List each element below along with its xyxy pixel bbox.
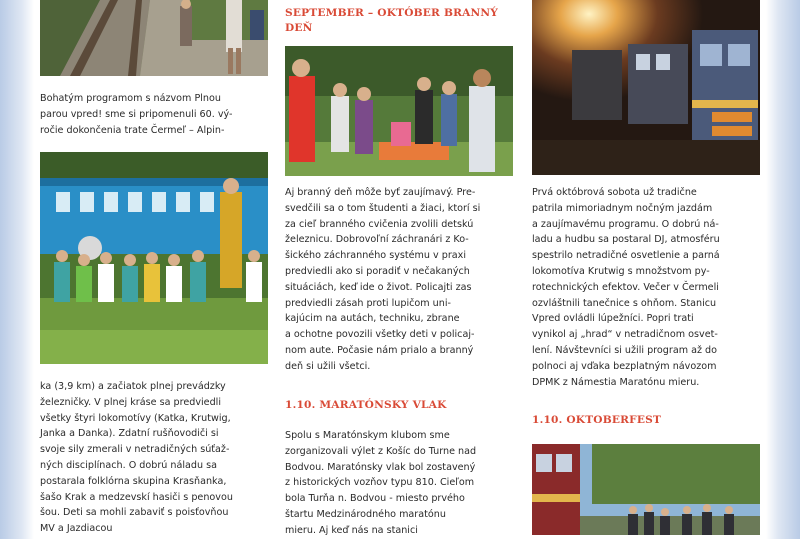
text-line: patrila mimoriadnym nočným jazdám (532, 202, 713, 214)
text-line: Bodvou. Maratónsky vlak bol zostavený (285, 461, 476, 473)
photo-night-locomotive (532, 0, 760, 175)
text-line: predviedli zásah proti lupičom uni- (285, 297, 451, 309)
text-line: predviedli ako si poradiť v nečakaných (285, 265, 470, 277)
text-line: Aj branný deň môže byť zaujímavý. Pre- (285, 187, 476, 198)
text-line: mieru. Aj keď nás na stanici (285, 524, 418, 536)
maratonsky-vlak-paragraph (285, 428, 513, 539)
text-line: Bohatým programom s názvom Plnou (40, 93, 221, 104)
heading-line: SEPTEMBER – OKTÓBER BRANNÝ (285, 7, 499, 19)
text-line: všetky štyri lokomotívy (Katka, Krutwig, (40, 412, 231, 424)
text-line: nom aute. Počasie nám prialo a branný (285, 344, 474, 356)
text-line: šou. Deti sa mohli zabaviť s poisťovňou (40, 507, 229, 519)
text-line: železnicu. Dobrovoľní záchranári z Ko- (285, 234, 469, 246)
text-line: spestrilo netradičné osvetlenie a parná (532, 250, 720, 262)
text-line: deň si užili všetci. (285, 360, 371, 372)
heading-line: 1.10. MARATÓNSKY VLAK (285, 399, 447, 411)
text-line: Prvá októbrová sobota už tradične (532, 187, 697, 198)
text-line: kajúcim na autách, techniku, zbrane (285, 313, 460, 325)
text-line: a ochotne povozili všetky deti v policaj- (285, 329, 475, 341)
text-line: Vpred ovládli lúpežníci. Popri trati (532, 313, 694, 325)
text-line: ných disciplínach. O dobrú náladu sa (40, 459, 218, 471)
text-line: šického záchranného systému v praxi (285, 250, 467, 262)
text-line: svedčili sa o tom študenti a žiaci, ktorí si (285, 202, 481, 214)
text-line: Spolu s Maratónskym klubom sme (285, 430, 450, 441)
photo-oktoberfest (532, 444, 760, 535)
text-line: za cieľ branného cvičenia zvolili detskú (285, 218, 474, 230)
nocne-jazdy-paragraph (532, 185, 760, 390)
heading-oktoberfest (532, 413, 760, 428)
children-dancing-image (40, 152, 268, 364)
text-line: bola Turňa n. Bodvou - miesto prvého (285, 493, 465, 505)
text-line: zorganizovali výlet z Košíc do Turne nad (285, 445, 477, 457)
railway-track-image (40, 0, 268, 76)
photo-rescuers (285, 46, 513, 176)
text-line: lokomotíva Krutwig s množstvom py- (532, 265, 710, 277)
night-locomotive-image (532, 0, 760, 175)
text-line: ka (3,9 km) a začiatok plnej prevádzky (40, 381, 226, 392)
text-line: železničky. V plnej kráse sa predviedli (40, 396, 221, 408)
text-line: DPMK z Námestia Maratónu mieru. (532, 376, 700, 388)
text-line: a zaujímavému programu. O dobrú ná- (532, 218, 719, 230)
text-line: lení. Návštevníci si užili program až do (532, 344, 718, 356)
heading-line: 1.10. OKTOBERFEST (532, 414, 662, 426)
photo-children-dancing (40, 152, 268, 364)
rescuers-image (285, 46, 513, 176)
text-line: svoje sily zmerali v netradičných súťaž- (40, 444, 230, 456)
heading-line: DEŇ (285, 22, 313, 34)
text-line: vynikol aj „hrad“ v netradičnom osvet- (532, 329, 718, 341)
text-line: rotechnických efektov. Večer v Čermeli (532, 281, 719, 293)
text-line: parou vpred! sme si pripomenuli 60. vý- (40, 108, 233, 120)
heading-branny-den (285, 6, 513, 36)
heading-maratonsky-vlak (285, 398, 513, 413)
branny-den-paragraph (285, 185, 513, 375)
text-line: postarala folklórna skupina Krasňanka, (40, 475, 227, 487)
intro-paragraph (40, 91, 268, 138)
text-line: ročie dokončenia trate Čermeľ – Alpin- (40, 124, 225, 136)
text-line: šašo Krak a medzevskí hasiči s penovou (40, 491, 233, 503)
oktoberfest-image (532, 444, 760, 535)
main-paragraph (40, 379, 268, 537)
text-line: ozvláštnili tanečnice s ohňom. Stanicu (532, 297, 717, 309)
text-line: štartu Medzinárodného maratónu (285, 508, 446, 520)
text-line: z historických vozňov typu 810. Cieľom (285, 477, 475, 489)
photo-railway-track (40, 0, 268, 76)
text-line: situáciách, keď ide o život. Policajti zas (285, 281, 472, 293)
text-line: MV a Jazdiacou (40, 523, 113, 535)
text-line: ladu a hudbu sa postaral DJ, atmosféru (532, 234, 720, 246)
text-line: Janka a Danka). Zdatní rušňovodiči si (40, 428, 219, 440)
text-line: polnoci aj vďaka bezplatným návozom (532, 360, 717, 372)
